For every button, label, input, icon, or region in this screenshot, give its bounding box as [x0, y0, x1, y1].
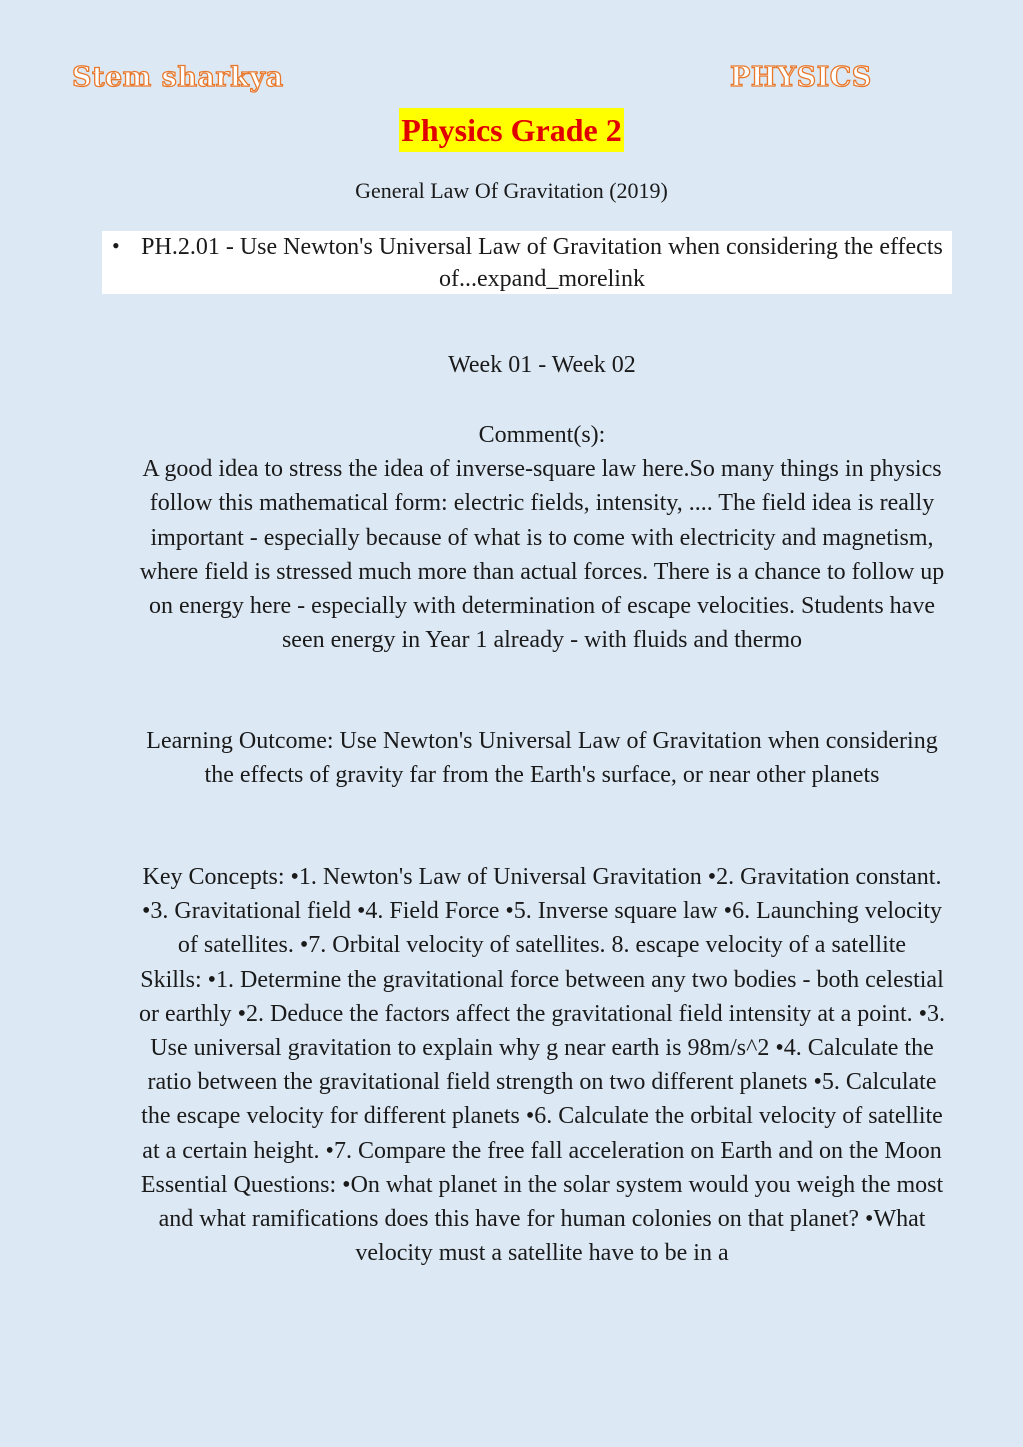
learning-outcome: Learning Outcome: Use Newton's Universal Law of Gravitation when considering the effects of gravity far from the Earth's surface, or near other planets	[146, 728, 938, 789]
comments-text: A good idea to stress the idea of inverse-square law here.So many things in physics follow this mathematical form: electric fields, intensity, .... The field idea is really important - especially because of what is to come with electricity and magnetism, where field is stressed much more than actual forces. There is a chance to follow up on energy here - especially with determination of escape velocities. Students have seen energy in Year 1 already - with fluids and thermo	[139, 456, 945, 654]
unit-name: General Law Of Gravitation (2019)	[355, 178, 668, 203]
comments-section	[133, 418, 951, 657]
key-concepts: Key Concepts: •1. Newton's Law of Universal Gravitation •2. Gravitation constant. •3. Gravitational field •4. Field Force •5. Inverse square law •6. Launching velocity of satellites. •7. Orbital velocity of satellites. 8. escape velocity of a satellite	[141, 864, 943, 959]
bullet-icon: •	[112, 233, 120, 258]
page-title-container	[0, 108, 1023, 152]
standard-list-item	[102, 231, 952, 294]
page-title: Physics Grade 2	[399, 108, 623, 152]
brand-logo: Stem sharkya	[72, 62, 284, 93]
comments-heading: Comment(s):	[478, 422, 606, 448]
skills: Skills: •1. Determine the gravitational force between any two bodies - both celestial or earthly •2. Deduce the factors affect the gravitational field intensity at a point. •3. Use universal gravitation to explain why g near earth is 98m/s^2 •4. Calculate the ratio between the gravitational field strength on two different planets •5. Calculate the escape velocity for different planets •6. Calculate the orbital velocity of satellite at a certain height. •7. Compare the free fall acceleration on Earth and on the Moon	[138, 966, 946, 1164]
essential-questions: Essential Questions: •On what planet in the solar system would you weigh the most and what ramifications does this have for human colonies on that planet? •What velocity must a satellite have to be in a	[140, 1171, 944, 1267]
subject-label: PHYSICS	[730, 62, 872, 93]
concepts-section	[133, 860, 951, 1270]
standard-text[interactable]: PH.2.01 - Use Newton's Universal Law of Gravitation when considering the effects of...expand_morelink	[141, 234, 943, 292]
week-range: Week 01 - Week 02	[448, 352, 636, 378]
